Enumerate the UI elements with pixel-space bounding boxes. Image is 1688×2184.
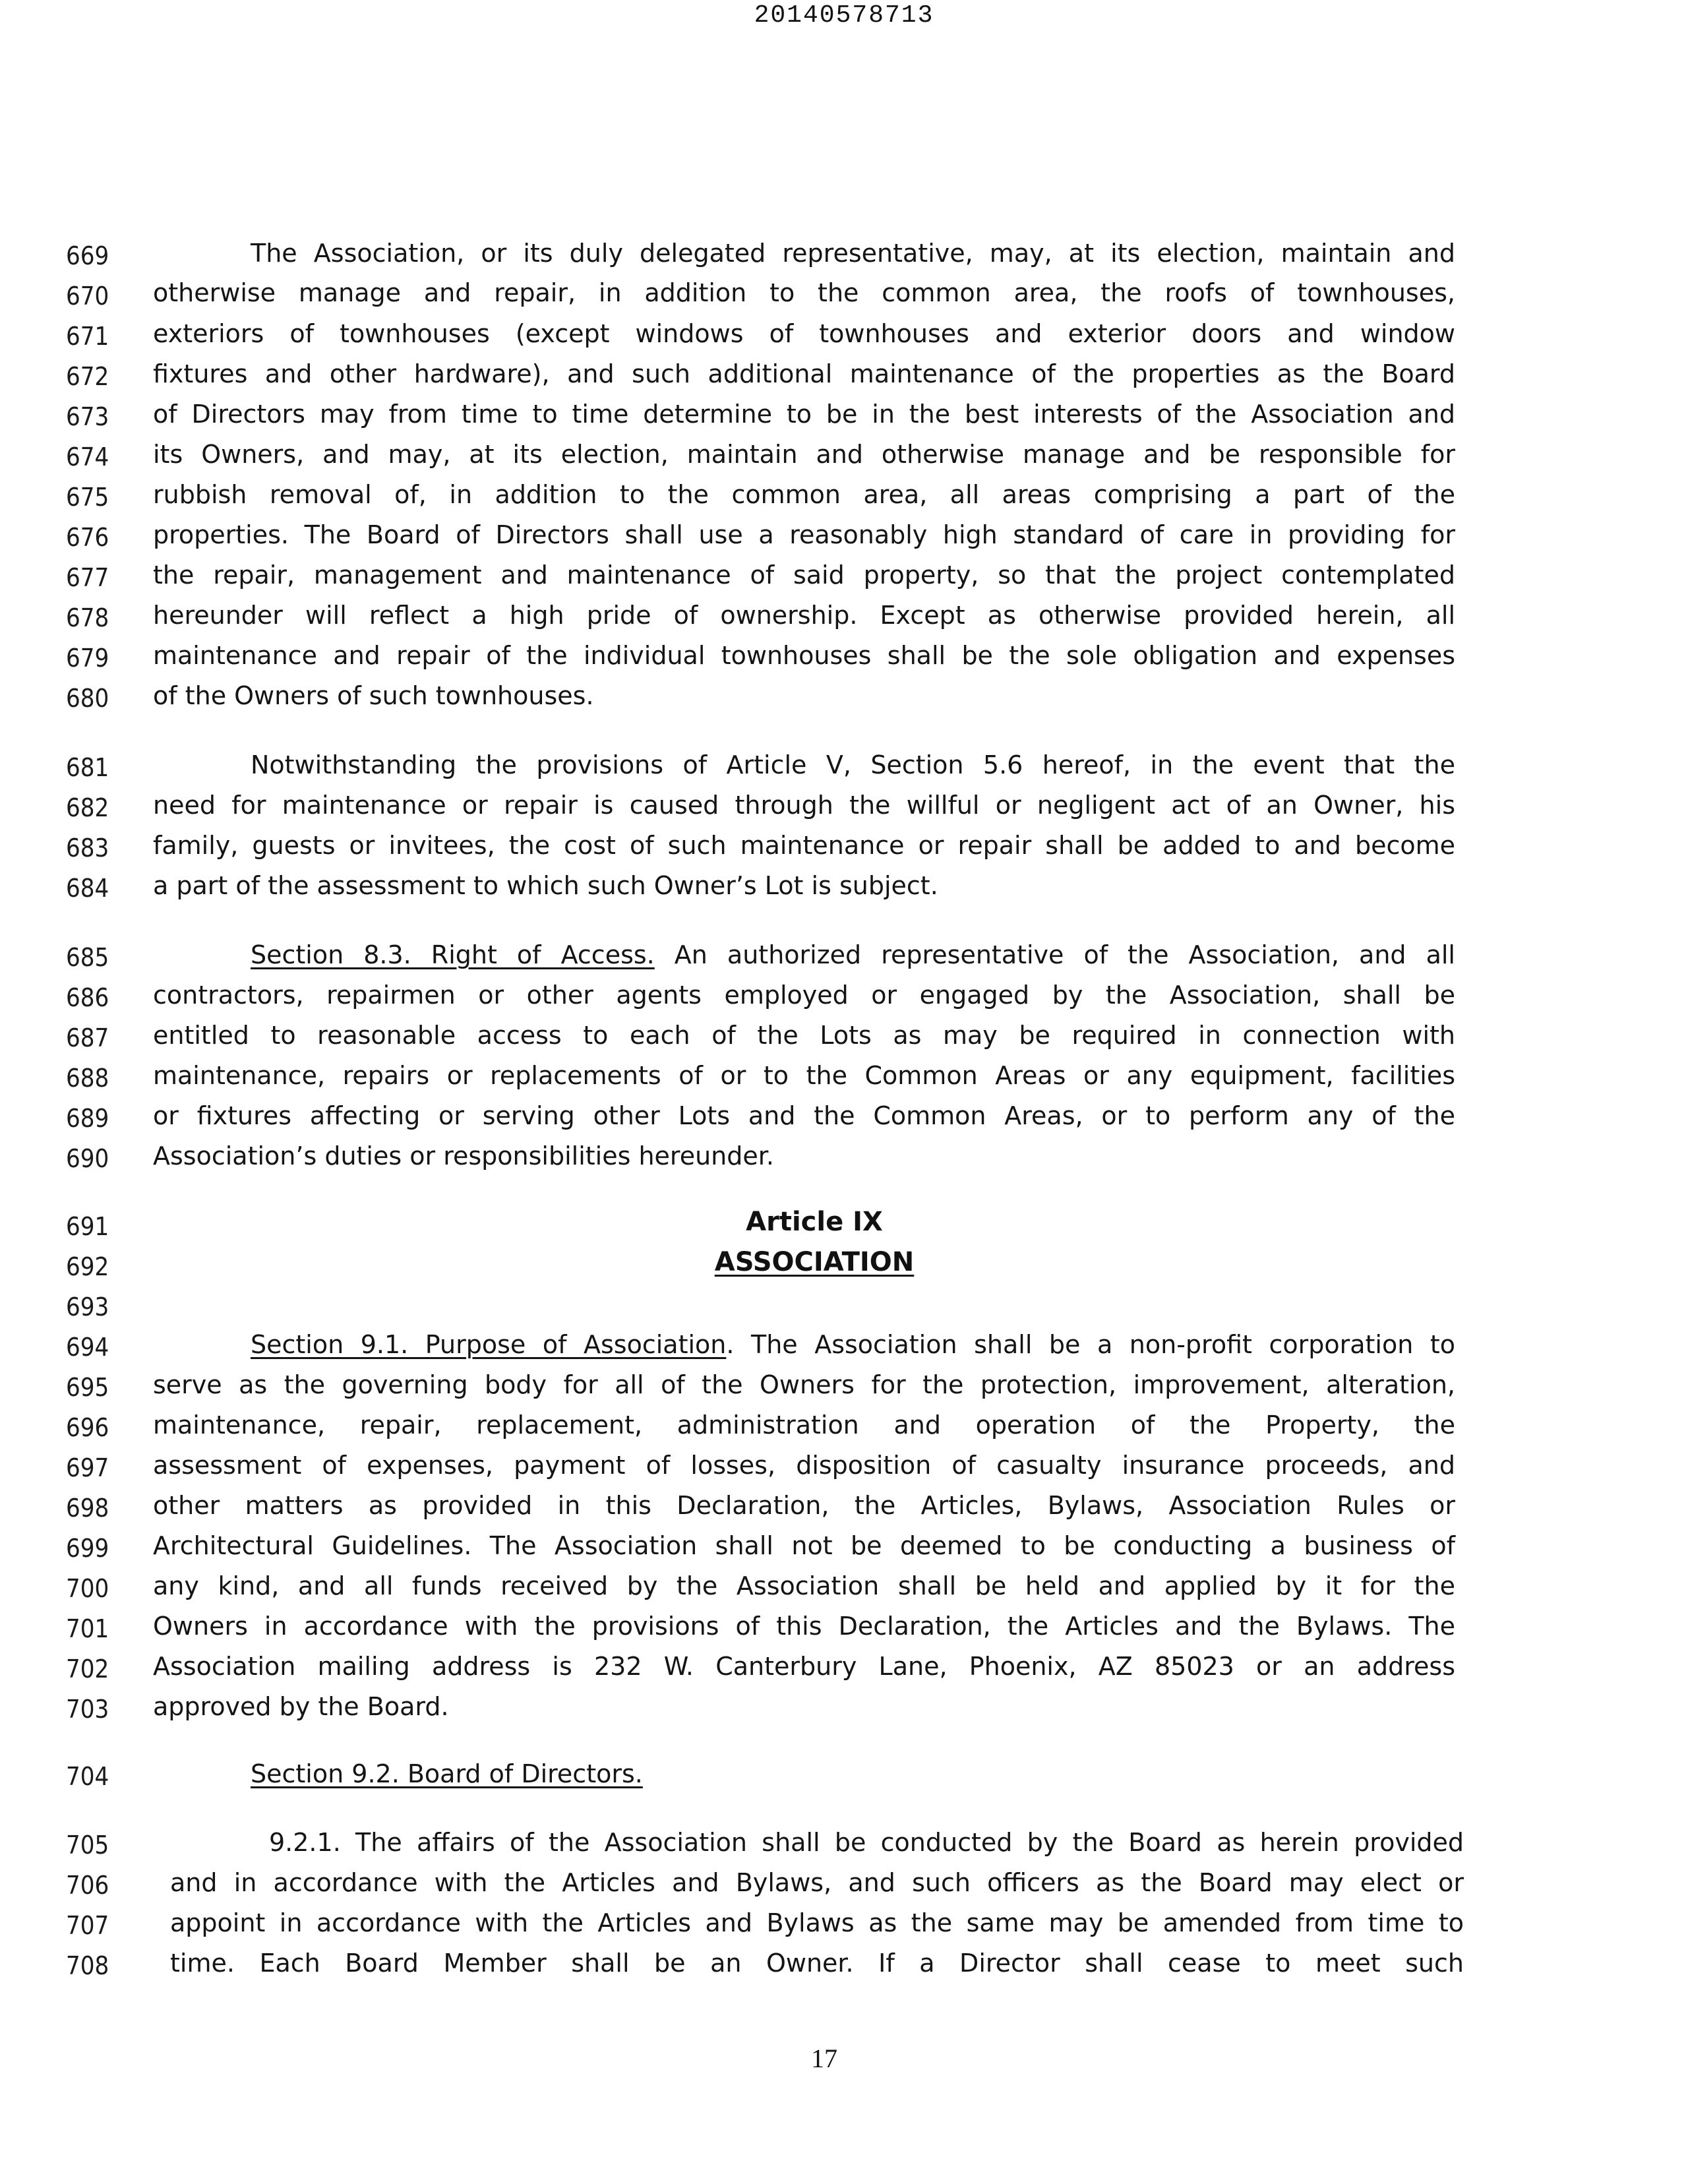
line-number: 671 <box>66 322 109 351</box>
text-line: of Directors may from time to time determine to be in the best interests of the Association and <box>153 400 1455 429</box>
line-number: 679 <box>66 644 109 673</box>
line-number: 690 <box>66 1144 109 1173</box>
line-number: 674 <box>66 442 109 471</box>
text-line: family, guests or invitees, the cost of such maintenance or repair shall be added to and become <box>153 831 1455 860</box>
text-line: any kind, and all funds received by the Association shall be held and applied by it for the <box>153 1571 1455 1600</box>
line-number: 704 <box>66 1762 109 1791</box>
line-number: 701 <box>66 1614 109 1643</box>
text-line: its Owners, and may, at its election, maintain and otherwise manage and be responsible for <box>153 440 1455 469</box>
line-number: 672 <box>66 362 109 391</box>
text-line: contractors, repairmen or other agents employed or engaged by the Association, shall be <box>153 981 1455 1010</box>
line-number: 680 <box>66 684 109 713</box>
line-number: 692 <box>66 1252 109 1281</box>
section-9-2-line <box>251 1759 1455 1788</box>
text-line: appoint in accordance with the Articles and Bylaws as the same may be amended from time to <box>170 1908 1464 1937</box>
text-line: approved by the Board. <box>153 1692 449 1721</box>
text-line: assessment of expenses, payment of losses, disposition of casualty insurance proceeds, and <box>153 1451 1455 1480</box>
text-line: Association’s duties or responsibilities hereunder. <box>153 1141 774 1170</box>
text-line: hereunder will reflect a high pride of ownership. Except as otherwise provided herein, all <box>153 601 1455 630</box>
text-line: fixtures and other hardware), and such additional maintenance of the properties as the Board <box>153 359 1455 388</box>
text-line: time. Each Board Member shall be an Owner. If a Director shall cease to meet such <box>170 1949 1464 1978</box>
line-number: 708 <box>66 1951 109 1980</box>
line-number: 696 <box>66 1413 109 1442</box>
text-line: rubbish removal of, in addition to the common area, all areas comprising a part of the <box>153 480 1455 509</box>
line-number: 702 <box>66 1654 109 1684</box>
text-line: of the Owners of such townhouses. <box>153 681 594 710</box>
line-number: 693 <box>66 1292 109 1321</box>
line-number: 691 <box>66 1212 109 1241</box>
line-number: 697 <box>66 1453 109 1482</box>
text-line: Architectural Guidelines. The Association shall not be deemed to be conducting a business of <box>153 1531 1455 1560</box>
page-number: 17 <box>811 2044 837 2073</box>
section-8-3-line: Section 8.3. Right of Access. An authorized representative of the Association, and all <box>251 940 1455 969</box>
text-line: a part of the assessment to which such Owner’s Lot is subject. <box>153 871 938 900</box>
line-number: 706 <box>66 1871 109 1900</box>
text-line: Association mailing address is 232 W. Canterbury Lane, Phoenix, AZ 85023 or an address <box>153 1652 1455 1681</box>
line-number: 699 <box>66 1534 109 1563</box>
section-8-3-heading: Section 8.3. Right of Access. <box>251 940 655 969</box>
line-number: 675 <box>66 483 109 512</box>
text-line: the repair, management and maintenance of said property, so that the project contemplated <box>153 561 1455 590</box>
text-line: serve as the governing body for all of the Owners for the protection, improvement, alteration, <box>153 1370 1455 1399</box>
line-number: 703 <box>66 1695 109 1724</box>
text-line: Notwithstanding the provisions of Article V, Section 5.6 hereof, in the event that the <box>251 750 1455 779</box>
line-number: 683 <box>66 834 109 863</box>
text-line: and in accordance with the Articles and Bylaws, and such officers as the Board may elect or <box>170 1868 1464 1897</box>
text-line: maintenance, repairs or replacements of or to the Common Areas or any equipment, facilities <box>153 1061 1455 1090</box>
section-9-2-heading: Section 9.2. Board of Directors. <box>251 1759 643 1788</box>
line-number: 707 <box>66 1911 109 1940</box>
document-id: 20140578713 <box>754 1 934 30</box>
line-number: 695 <box>66 1373 109 1402</box>
text-line: maintenance, repair, replacement, administration and operation of the Property, the <box>153 1410 1455 1440</box>
line-number: 705 <box>66 1831 109 1860</box>
line-number: 673 <box>66 402 109 431</box>
line-number: 681 <box>66 753 109 782</box>
line-number: 684 <box>66 874 109 903</box>
line-number: 688 <box>66 1064 109 1093</box>
line-number: 678 <box>66 603 109 632</box>
text-line: need for maintenance or repair is caused through the willful or negligent act of an Owner, his <box>153 791 1455 820</box>
line-number: 676 <box>66 523 109 552</box>
line-number: 682 <box>66 793 109 822</box>
line-number: 689 <box>66 1104 109 1133</box>
line-number: 685 <box>66 943 109 972</box>
line-number: 687 <box>66 1023 109 1052</box>
text-line: other matters as provided in this Declaration, the Articles, Bylaws, Association Rules or <box>153 1491 1455 1520</box>
text-line: properties. The Board of Directors shall use a reasonably high standard of care in providing for <box>153 520 1455 549</box>
line-number: 698 <box>66 1494 109 1523</box>
article-heading: ASSOCIATION <box>714 1247 915 1277</box>
line-number: 677 <box>66 563 109 592</box>
text-line: Owners in accordance with the provisions of this Declaration, the Articles and the Bylaws. The <box>153 1612 1455 1641</box>
text-line: entitled to reasonable access to each of the Lots as may be required in connection with <box>153 1021 1455 1050</box>
text-line: otherwise manage and repair, in addition to the common area, the roofs of townhouses, <box>153 278 1455 307</box>
line-number: 694 <box>66 1333 109 1362</box>
line-number: 700 <box>66 1574 109 1603</box>
article-title: Article IX <box>746 1207 883 1237</box>
line-number: 686 <box>66 983 109 1012</box>
section-9-1-line: Section 9.1. Purpose of Association. The Association shall be a non-profit corporation to <box>251 1330 1455 1359</box>
text-line: maintenance and repair of the individual townhouses shall be the sole obligation and expenses <box>153 641 1455 670</box>
text-line: exteriors of townhouses (except windows of townhouses and exterior doors and window <box>153 319 1455 348</box>
text-line: The Association, or its duly delegated representative, may, at its election, maintain and <box>251 239 1455 268</box>
section-9-1-heading: Section 9.1. Purpose of Association <box>251 1330 727 1359</box>
text-line: or fixtures affecting or serving other Lots and the Common Areas, or to perform any of the <box>153 1101 1455 1130</box>
line-number: 669 <box>66 241 109 270</box>
text-line: 9.2.1. The affairs of the Association shall be conducted by the Board as herein provided <box>269 1828 1464 1857</box>
line-number: 670 <box>66 282 109 311</box>
